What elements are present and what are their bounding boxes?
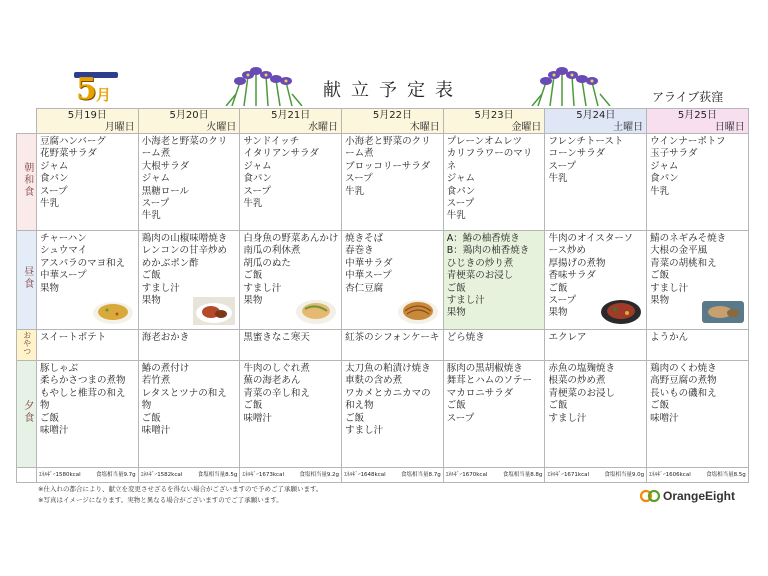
iris-illustration-left (222, 64, 308, 106)
breakfast-item: コーンサラダ (548, 148, 606, 160)
dinner-label-text: 夕食 (21, 399, 33, 424)
dinner-item: ご飯 (446, 400, 466, 412)
energy-value: ｴﾈﾙｷﾞｰ1673kcal (242, 472, 284, 478)
dinner-item: スープ (446, 412, 475, 424)
nutrition-cell (240, 468, 342, 483)
breakfast-row (17, 134, 749, 231)
lunch-item: めかぶポン酢 (141, 257, 199, 269)
dinner-label (17, 361, 37, 468)
dinner-item: 若竹煮 (141, 375, 171, 387)
day-header (138, 109, 240, 134)
breakfast-item: イタリアンサラダ (243, 148, 319, 160)
dinner-item: 蕪の海老あん (243, 375, 301, 387)
dinner-item: マカロニサラダ (446, 387, 514, 399)
breakfast-item: ジャム (650, 160, 679, 172)
snack-cell (342, 330, 444, 361)
breakfast-label-text: 朝和食 (21, 161, 33, 198)
snack-cell (647, 330, 749, 361)
dinner-item: 赤魚の塩麹焼き (548, 363, 615, 374)
footnote-photo: ※写真はイメージになります。実物と異なる場合がございますのでご了承願います。 (38, 496, 283, 504)
food-photo (92, 297, 134, 325)
day-date: 5月24日 (576, 110, 616, 121)
dinner-cell (37, 361, 139, 468)
breakfast-item: スープ (548, 160, 576, 172)
snack-label-text: おやつ (22, 330, 32, 355)
lunch-item: 春巻き (345, 245, 374, 257)
day-of-week: 日曜日 (714, 122, 745, 133)
day-header (37, 109, 139, 134)
salt-value: 食塩相当量9.7g (95, 472, 136, 478)
lunch-label-text: 昼食 (21, 265, 33, 290)
lunch-item: 鶏肉の山椒味噌焼き (141, 233, 228, 244)
salt-value: 食塩相当量8.5g (197, 472, 238, 478)
lunch-cell (647, 231, 749, 330)
nutrition-corner (17, 468, 37, 483)
snack-cell (443, 330, 545, 361)
breakfast-item: 牛乳 (40, 198, 60, 210)
lunch-item: 果物 (40, 282, 60, 294)
day-of-week: 水曜日 (308, 122, 339, 133)
lunch-item: 青梗菜のお浸し (446, 270, 514, 282)
snack-cell (240, 330, 342, 361)
lunch-item: 果物 (650, 295, 670, 307)
month-badge (74, 72, 118, 106)
snack-label (17, 330, 37, 361)
dinner-item: 青菜の辛し和え (243, 387, 310, 399)
food-photo (702, 297, 744, 325)
breakfast-cell (138, 134, 240, 231)
lunch-item: すまし汁 (650, 282, 689, 294)
dinner-item: 味噌汁 (243, 412, 272, 424)
lunch-cell (342, 231, 444, 330)
food-photo (193, 297, 235, 325)
breakfast-item: 小海老と野菜のクリ (345, 136, 431, 147)
day-of-week: 金曜日 (511, 122, 542, 133)
dinner-item: ワカメとカニカマの (345, 387, 431, 399)
snack-item: スイートポテト (40, 332, 107, 343)
lunch-item: A：鰆の柚香焼き (446, 233, 520, 244)
dinner-item: 長いもの磯和え (650, 387, 717, 399)
salt-value: 食塩相当量8.7g (401, 472, 441, 478)
lunch-item: 果物 (548, 307, 568, 319)
orange-eight-logo-icon (640, 489, 660, 503)
snack-item: どら焼き (446, 332, 485, 343)
food-photo (397, 297, 439, 325)
breakfast-item: ジャム (446, 173, 476, 185)
breakfast-item: 玉子サラダ (650, 148, 698, 160)
dinner-row (17, 361, 749, 468)
dinner-cell (545, 361, 647, 468)
dinner-item: 車麩の含め煮 (345, 375, 403, 387)
day-date: 5月22日 (372, 110, 412, 121)
breakfast-cell (545, 134, 647, 231)
lunch-item: すまし汁 (141, 282, 180, 294)
lunch-cell (240, 231, 342, 330)
breakfast-item: スープ (141, 198, 170, 210)
breakfast-item: 食パン (650, 173, 679, 185)
dinner-item: 豚しゃぶ (40, 363, 79, 374)
day-date: 5月23日 (474, 110, 514, 121)
dinner-item: もやしと椎茸の和え (40, 387, 126, 399)
breakfast-cell (37, 134, 139, 231)
dinner-item: すまし汁 (548, 412, 587, 424)
breakfast-cell (342, 134, 444, 231)
facility-name: アライブ荻窪 (652, 90, 724, 104)
lunch-item: 果物 (446, 307, 466, 319)
dinner-item: 鶏肉のくわ焼き (650, 363, 717, 374)
nutrition-cell (647, 468, 749, 483)
breakfast-item: 花野菜サラダ (40, 148, 97, 160)
breakfast-item: 食パン (446, 185, 476, 197)
nutrition-cell (342, 468, 444, 483)
day-date: 5月25日 (677, 110, 718, 121)
nutrition-cell (138, 468, 240, 483)
snack-item: 海老おかき (141, 332, 190, 343)
breakfast-item: 小海老と野菜のクリ (141, 136, 228, 147)
dinner-item: ご飯 (243, 400, 263, 412)
dinner-item: 物 (40, 400, 50, 412)
dinner-cell (240, 361, 342, 468)
breakfast-item: 牛乳 (548, 173, 568, 185)
lunch-item: すまし汁 (446, 295, 485, 307)
breakfast-cell (443, 134, 545, 231)
dinner-item: ご飯 (345, 412, 365, 424)
dinner-cell (647, 361, 749, 468)
lunch-item: ご飯 (446, 282, 466, 294)
dinner-item: 高野豆腐の煮物 (650, 375, 717, 387)
dinner-item: ご飯 (141, 412, 161, 424)
breakfast-item: フレンチトースト (548, 136, 624, 147)
day-of-week: 木曜日 (409, 122, 440, 133)
snack-item: エクレア (548, 332, 587, 343)
dinner-item: ご飯 (548, 400, 568, 412)
lunch-item: 青菜の胡桃和え (650, 257, 717, 269)
lunch-item: ご飯 (243, 270, 263, 282)
breakfast-item: 牛乳 (243, 198, 263, 210)
snack-item: ようかん (650, 332, 689, 343)
breakfast-label (17, 134, 37, 231)
breakfast-item: ジャム (40, 160, 69, 172)
lunch-item: チャーハン (40, 233, 87, 244)
breakfast-item: 食パン (243, 173, 272, 185)
dinner-item: 鰆の煮付け (141, 363, 190, 374)
corner-cell (17, 109, 37, 134)
breakfast-item: 豆腐ハンバーグ (40, 136, 106, 147)
energy-value: ｴﾈﾙｷﾞｰ1670kcal (445, 472, 488, 478)
day-header (240, 109, 342, 134)
lunch-item: ご飯 (650, 270, 670, 282)
day-date: 5月20日 (169, 110, 209, 121)
dinner-cell (138, 361, 240, 468)
footnotes (38, 484, 322, 506)
page-title: 献立予定表 (323, 80, 463, 101)
lunch-item: 白身魚の野菜あんかけ (243, 233, 339, 244)
breakfast-item: ウインナーポトフ (650, 136, 726, 147)
dinner-item: 牛肉のしぐれ煮 (243, 363, 310, 374)
lunch-item: 胡瓜のぬた (243, 257, 291, 269)
dinner-item: 青梗菜のお浸し (548, 387, 615, 399)
nutrition-cell (545, 468, 647, 483)
lunch-item: 厚揚げの煮物 (548, 257, 606, 269)
dinner-item: 柔らかさつまの煮物 (40, 375, 126, 387)
lunch-cell (545, 231, 647, 330)
dinner-item: 味噌汁 (141, 425, 171, 437)
day-header-sunday (647, 109, 749, 134)
food-photo (295, 297, 337, 325)
month-unit: 月 (96, 86, 112, 104)
breakfast-item: 牛乳 (650, 185, 670, 197)
day-of-week: 火曜日 (206, 122, 237, 133)
dinner-item: 味噌汁 (40, 425, 69, 437)
snack-cell (545, 330, 647, 361)
lunch-item: 中華スープ (345, 270, 392, 282)
energy-value: ｴﾈﾙｷﾞｰ1580kcal (39, 472, 81, 478)
day-header-saturday (545, 109, 647, 134)
breakfast-item: プレーンオムレツ (446, 136, 523, 147)
snack-cell (37, 330, 139, 361)
nutrition-row (17, 468, 749, 483)
lunch-item: 南瓜の利休煮 (243, 245, 301, 257)
page-header (0, 0, 768, 112)
logo-text: OrangeEight (663, 489, 736, 503)
lunch-item: B：鶏肉の柚香焼き (446, 245, 530, 257)
lunch-cell-highlighted (443, 231, 545, 330)
breakfast-item: スープ (40, 185, 68, 197)
nutrition-cell (443, 468, 545, 483)
dinner-item: 味噌汁 (650, 412, 679, 424)
lunch-item: 果物 (243, 295, 263, 307)
lunch-item: スープ (548, 295, 576, 307)
day-date: 5月21日 (271, 110, 311, 121)
salt-value: 食塩相当量9.0g (604, 472, 645, 478)
breakfast-item: サンドイッチ (243, 136, 300, 147)
dinner-item: すまし汁 (345, 425, 384, 437)
lunch-item: シュウマイ (40, 245, 88, 257)
iris-illustration-right (526, 64, 616, 106)
dinner-item: 太刀魚の粕漬け焼き (345, 363, 431, 374)
dinner-item: レタスとツナの和え (141, 387, 227, 399)
breakfast-item: スープ (446, 198, 475, 210)
nutrition-cell (37, 468, 139, 483)
dinner-item: 和え物 (345, 400, 374, 412)
lunch-item: アスパラのマヨ和え (40, 257, 126, 269)
energy-value: ｴﾈﾙｷﾞｰ1606kcal (649, 472, 691, 478)
day-header (443, 109, 545, 134)
company-logo (640, 486, 735, 506)
lunch-item: 大根の金平風 (650, 245, 708, 257)
lunch-item: 牛肉のオイスターソ (548, 233, 633, 244)
salt-value: 食塩相当量9.2g (299, 472, 340, 478)
lunch-item: 焼きそば (345, 233, 384, 244)
dinner-item: ご飯 (40, 412, 60, 424)
breakfast-item: 食パン (40, 173, 69, 185)
breakfast-item: スープ (243, 185, 271, 197)
date-row (17, 109, 749, 134)
breakfast-item: ジャム (141, 173, 170, 185)
breakfast-item: ジャム (243, 160, 272, 172)
breakfast-item: ブロッコリーサラダ (345, 160, 431, 172)
day-header (342, 109, 444, 134)
breakfast-item: ーム煮 (141, 148, 171, 160)
snack-item: 黒蜜きなこ寒天 (243, 332, 310, 343)
breakfast-item: カリフラワーのマリ (446, 148, 533, 160)
lunch-item: 杏仁豆腐 (345, 282, 384, 294)
breakfast-cell (647, 134, 749, 231)
lunch-item: ご飯 (548, 282, 568, 294)
snack-row (17, 330, 749, 361)
breakfast-item: 牛乳 (141, 210, 161, 222)
energy-value: ｴﾈﾙｷﾞｰ1671kcal (547, 472, 590, 478)
food-photo (600, 297, 642, 325)
energy-value: ｴﾈﾙｷﾞｰ1648kcal (344, 472, 386, 478)
lunch-item: 中華サラダ (345, 257, 393, 269)
lunch-item: ひじきの炒り煮 (446, 257, 514, 269)
lunch-item: ご飯 (141, 270, 161, 282)
footnote-change: ※仕入れの都合により、献立を変更させざるを得ない場合がございますので予めご了承願います。 (38, 485, 323, 493)
menu-table (16, 108, 749, 483)
lunch-item: 香味サラダ (548, 270, 596, 282)
breakfast-item: 大根サラダ (141, 160, 190, 172)
day-date: 5月19日 (67, 110, 107, 121)
lunch-item: ース炒め (548, 245, 586, 257)
lunch-label (17, 231, 37, 330)
breakfast-cell (240, 134, 342, 231)
breakfast-item: 牛乳 (345, 185, 365, 197)
breakfast-item: ネ (446, 160, 457, 172)
dinner-cell (443, 361, 545, 468)
breakfast-item: 黒糖ロール (141, 185, 189, 197)
lunch-item: 中華スープ (40, 270, 87, 282)
breakfast-item: スープ (345, 173, 373, 185)
lunch-item: 鯖のネギみそ焼き (650, 233, 727, 244)
dinner-item: 根菜の炒め煮 (548, 375, 606, 387)
month-number: 5 (76, 72, 97, 107)
dinner-item: ご飯 (650, 400, 670, 412)
dinner-item: 物 (141, 400, 152, 412)
dinner-item: 舞茸とハムのソテー (446, 375, 533, 387)
day-of-week: 土曜日 (613, 122, 644, 133)
salt-value: 食塩相当量8.8g (502, 472, 543, 478)
snack-cell (138, 330, 240, 361)
energy-value: ｴﾈﾙｷﾞｰ1582kcal (140, 472, 183, 478)
lunch-row (17, 231, 749, 330)
lunch-cell (37, 231, 139, 330)
dinner-cell (342, 361, 444, 468)
dinner-item: 豚肉の黒胡椒焼き (446, 363, 523, 374)
lunch-item: 果物 (141, 295, 161, 307)
salt-value: 食塩相当量8.5g (706, 472, 746, 478)
lunch-item: レンコンの甘辛炒め (141, 245, 227, 257)
lunch-item: すまし汁 (243, 282, 282, 294)
breakfast-item: 牛乳 (446, 210, 466, 222)
snack-item: 紅茶のシフォンケーキ (345, 332, 440, 343)
lunch-cell (138, 231, 240, 330)
day-of-week: 月曜日 (104, 122, 135, 133)
breakfast-item: ーム煮 (345, 148, 374, 160)
